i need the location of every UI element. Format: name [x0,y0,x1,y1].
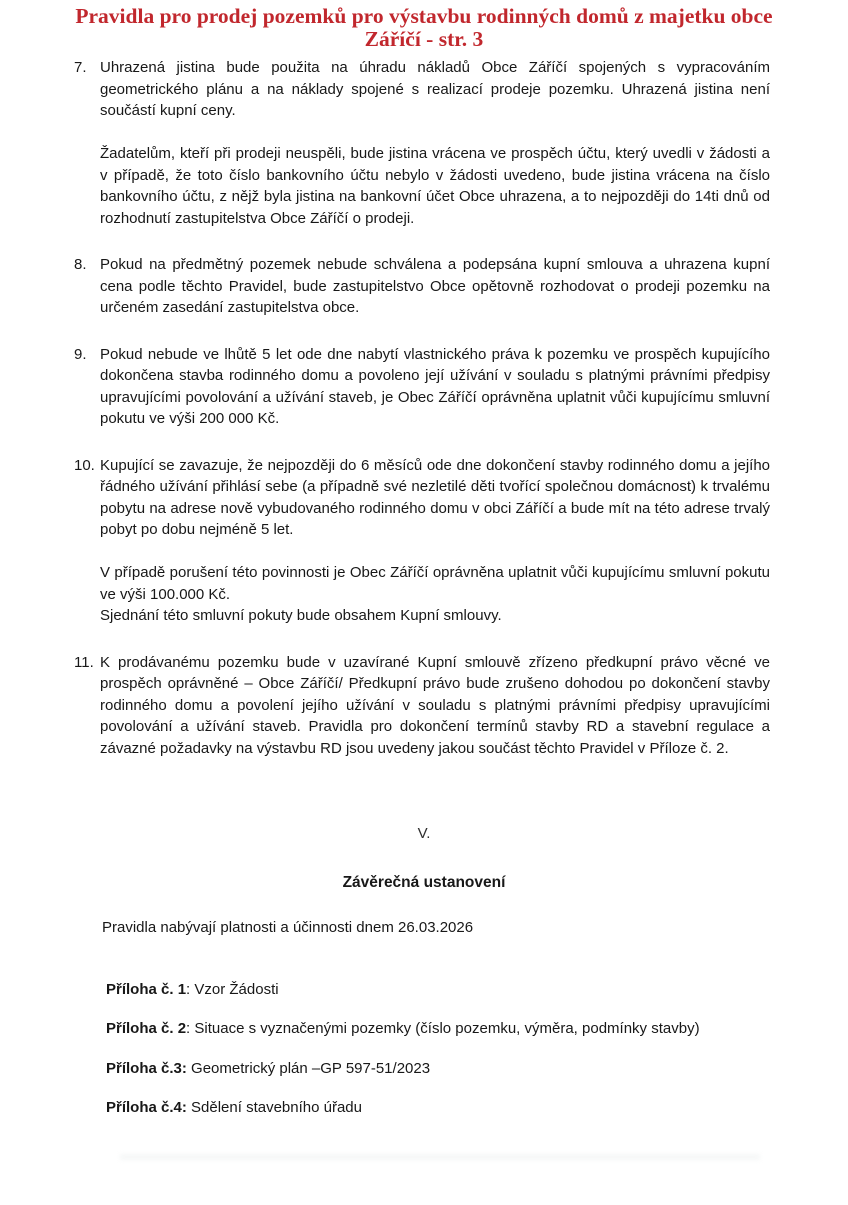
list-item-10 [0,455,848,627]
attachment-item-4 [63,1097,713,1119]
attachments-list [63,979,713,1119]
paragraph: Kupující se zavazuje, že nejpozději do 6 měsíců ode dne dokončení stavby rodinného domu a jejího řádného užívání přihlásí sebe (a případně své nezletilé děti tvořící společnou domácnost) k trvalému pobytu na adrese nově vybudovaného rodinného domu v obci Záříčí a bude mít na této adrese trvalý pobyt po dobu nejméně 5 let. [100,456,770,538]
paragraph: Uhrazená jistina bude použita na úhradu nákladů Obce Záříčí spojených s vypracováním geometrického plánu a na náklady spojené s realizací prodeje pozemku. Uhrazená jistina není součástí kupní ceny. [100,59,770,119]
paragraph: V případě porušení této povinnosti je Obec Záříčí oprávněna uplatnit vůči kupujícímu smluvní pokutu ve výši 100.000 Kč. [100,564,770,603]
document-body [0,57,848,1119]
list-item-9 [0,344,848,430]
list-item-number: 7. [74,59,87,76]
list-item-number: 9. [74,345,87,363]
list-item-7 [0,57,848,229]
effective-date-line: Pravidla nabývají platnosti a účinnosti dnem 26.03.2026 [102,919,474,936]
attachment-label: Příloha č. 1 [106,980,187,998]
attachment-text: Sdělení stavebního úřadu [186,1099,362,1116]
list-item-8 [0,254,848,319]
attachment-label: Příloha č.4: [106,1099,187,1116]
paragraph: Sjednání této smluvní pokuty bude obsahem Kupní smlouvy. [100,607,502,624]
attachment-label: Příloha č.3: [106,1059,187,1077]
document-page [0,5,848,1205]
document-title [18,5,830,51]
section-heading: Závěrečná ustanovení [342,873,506,891]
attachment-item-3 [63,1058,713,1080]
document-title-line-2: Záříčí - str. 3 [364,27,484,51]
attachment-text: Geometrický plán –GP 597-51/2023 [186,1059,431,1077]
attachment-text: : Vzor Žádosti [186,980,279,998]
list-item-number: 11. [74,653,94,671]
paragraph: Žadatelům, kteří při prodeji neuspěli, bude jistina vrácena ve prospěch účtu, který uvedli v žádosti a v případě, že toto číslo bankovního účtu nebylo v žádosti uvedeno, bude jistina vrácena na číslo bankovního účtu, z nějž byla jistina na bankovní účet Obce uhrazena, a to nejpozději do 14ti dnů od rozhodnutí zastupitelstva Obce Záříčí o prodeji. [100,145,770,227]
list-item-number: 10. [74,456,95,474]
attachment-text: : Situace s vyznačenými pozemky (číslo pozemku, výměra, podmínky stavby) [186,1020,700,1037]
attachment-label: Příloha č. 2 [106,1020,187,1037]
attachment-item-2 [63,1018,713,1040]
paragraph: K prodávanému pozemku bude v uzavírané Kupní smlouvě zřízeno předkupní právo věcné ve prospěch oprávněné – Obce Záříčí/ Předkupní právo bude zrušeno dohodou po dokončení stavby rodinného domu a povolení jejího užívání v souladu s platnými právními předpisy upravujícími povolování a užívání staveb. Pravidla pro dokončení termínů stavby RD a stavební regulace a závazné požadavky na výstavbu RD jsou uvedeny jakou součást těchto Pravidel v Příloze č. 2. [100,653,770,757]
paragraph: Pokud nebude ve lhůtě 5 let ode dne nabytí vlastnického práva k pozemku ve prospěch kupujícího dokončena stavba rodinného domu a povoleno její užívání v souladu s platnými právními předpisy upravujícími povolování a užívání staveb, je Obec Záříčí oprávněna uplatnit vůči kupujícímu smluvní pokutu ve výši 200 000 Kč. [100,345,770,427]
paragraph: Pokud na předmětný pozemek nebude schválena a podepsána kupní smlouva a uhrazena kupní cena podle těchto Pravidel, bude zastupitelstvo Obce opětovně rozhodovat o prodeji pozemku na určeném zasedání zastupitelstva obce. [100,256,770,316]
scan-artifact [120,1154,760,1160]
section-numeral: V. [417,825,431,842]
attachment-item-1 [63,979,713,1001]
document-title-line-1: Pravidla pro prodej pozemků pro výstavbu rodinných domů z majetku obce [75,4,773,28]
list-item-number: 8. [74,256,87,273]
list-item-11 [0,652,848,760]
